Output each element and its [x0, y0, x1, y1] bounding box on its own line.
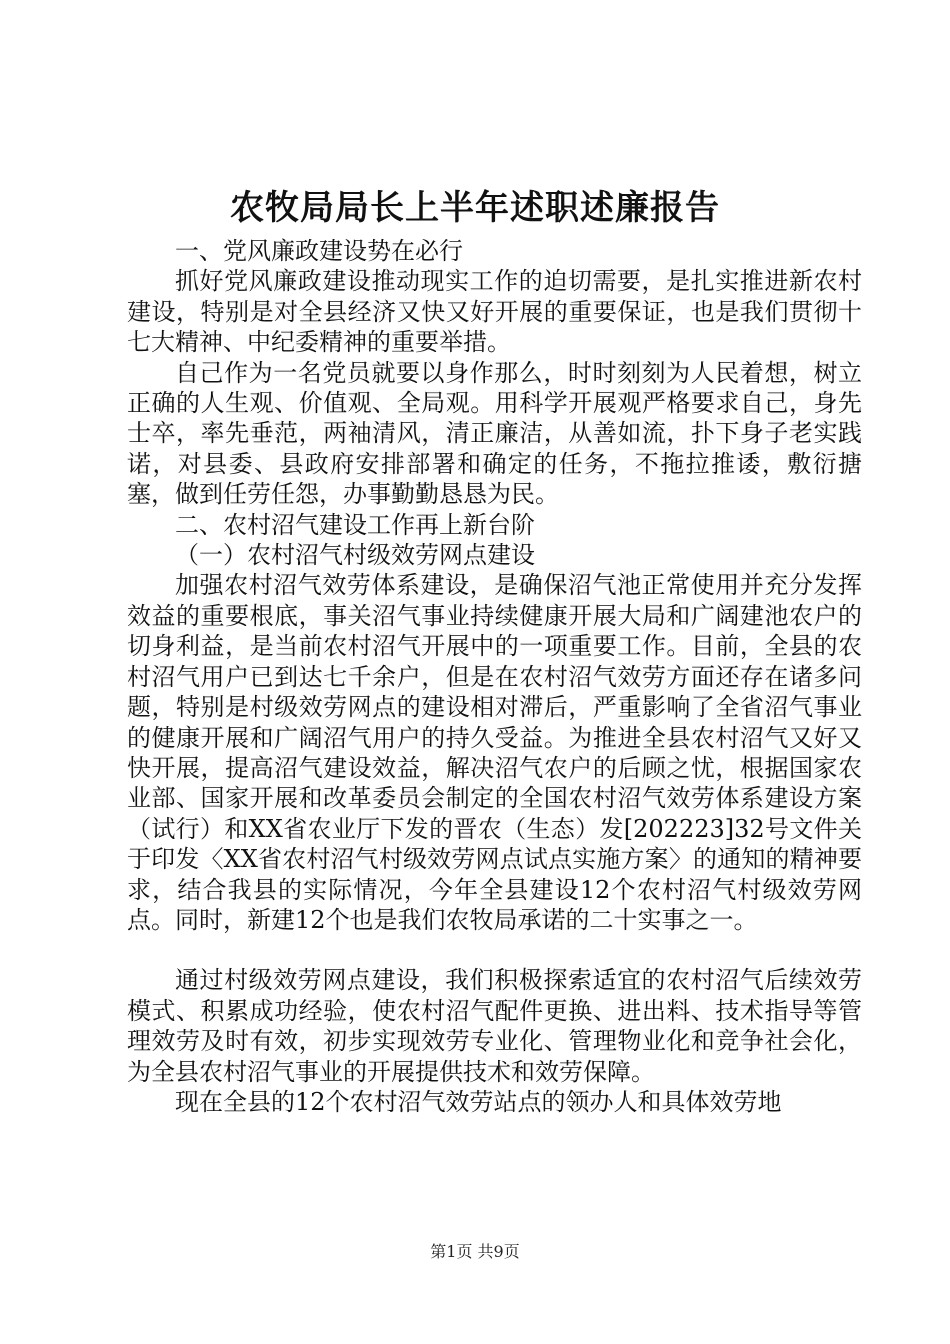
document-title: 农牧局局长上半年述职述廉报告: [230, 188, 720, 228]
subsection-heading: （一）农村沼气村级效劳网点建设: [175, 541, 535, 570]
paragraph: 通过村级效劳网点建设，我们积极探索适宜的农村沼气后续效劳模式、积累成功经验，使农村沼气配件更换、进出料、技术指导等管理效劳及时有效，初步实现效劳专业化、管理物业化和竞争社会化，为全县农村沼气事业的开展提供技术和效劳保障。: [127, 966, 862, 1086]
section-heading: 一、党风廉政建设势在必行: [175, 237, 463, 265]
paragraph: 自己作为一名党员就要以身作那么，时时刻刻为人民着想，树立正确的人生观、价值观、全局观。用科学开展观严格要求自己，身先士卒，率先垂范，两袖清风，清正廉洁，从善如流，扑下身子老实践诺，对县委、县政府安排部署和确定的任务，不拖拉推诿，敷衍搪塞，做到任劳任怨，办事勤勤恳恳为民。: [127, 358, 862, 509]
paragraph: 加强农村沼气效劳体系建设，是确保沼气池正常使用并充分发挥效益的重要根底，事关沼气事业持续健康开展大局和广阔建池农户的切身利益，是当前农村沼气开展中的一项重要工作。目前，全县的农村沼气用户已到达七千余户，但是在农村沼气效劳方面还存在诸多问题，特别是村级效劳网点的建设相对滞后，严重影响了全省沼气事业的健康开展和广阔沼气用户的持久受益。为推进全县农村沼气又好又快开展，提高沼气建设效益，解决沼气农户的后顾之忧，根据国家农业部、国家开展和改革委员会制定的全国农村沼气效劳体系建设方案（试行）和XX省农业厅下发的晋农（生态）发[202223]32号文件关于印发〈XX省农村沼气村级效劳网点试点实施方案〉的通知的精神要求，结合我县的实际情况，今年全县建设12个农村沼气村级效劳网点。同时，新建12个也是我们农牧局承诺的二十实事之一。: [127, 571, 862, 934]
page-number: 第1页 共9页: [430, 1242, 520, 1261]
paragraph: 抓好党风廉政建设推动现实工作的迫切需要，是扎实推进新农村建设，特别是对全县经济又快又好开展的重要保证，也是我们贯彻十七大精神、中纪委精神的重要举措。: [127, 267, 862, 357]
paragraph: 现在全县的12个农村沼气效劳站点的领办人和具体效劳地: [175, 1087, 782, 1116]
document-body: [127, 236, 862, 1117]
section-heading: 二、农村沼气建设工作再上新台阶: [175, 510, 535, 539]
